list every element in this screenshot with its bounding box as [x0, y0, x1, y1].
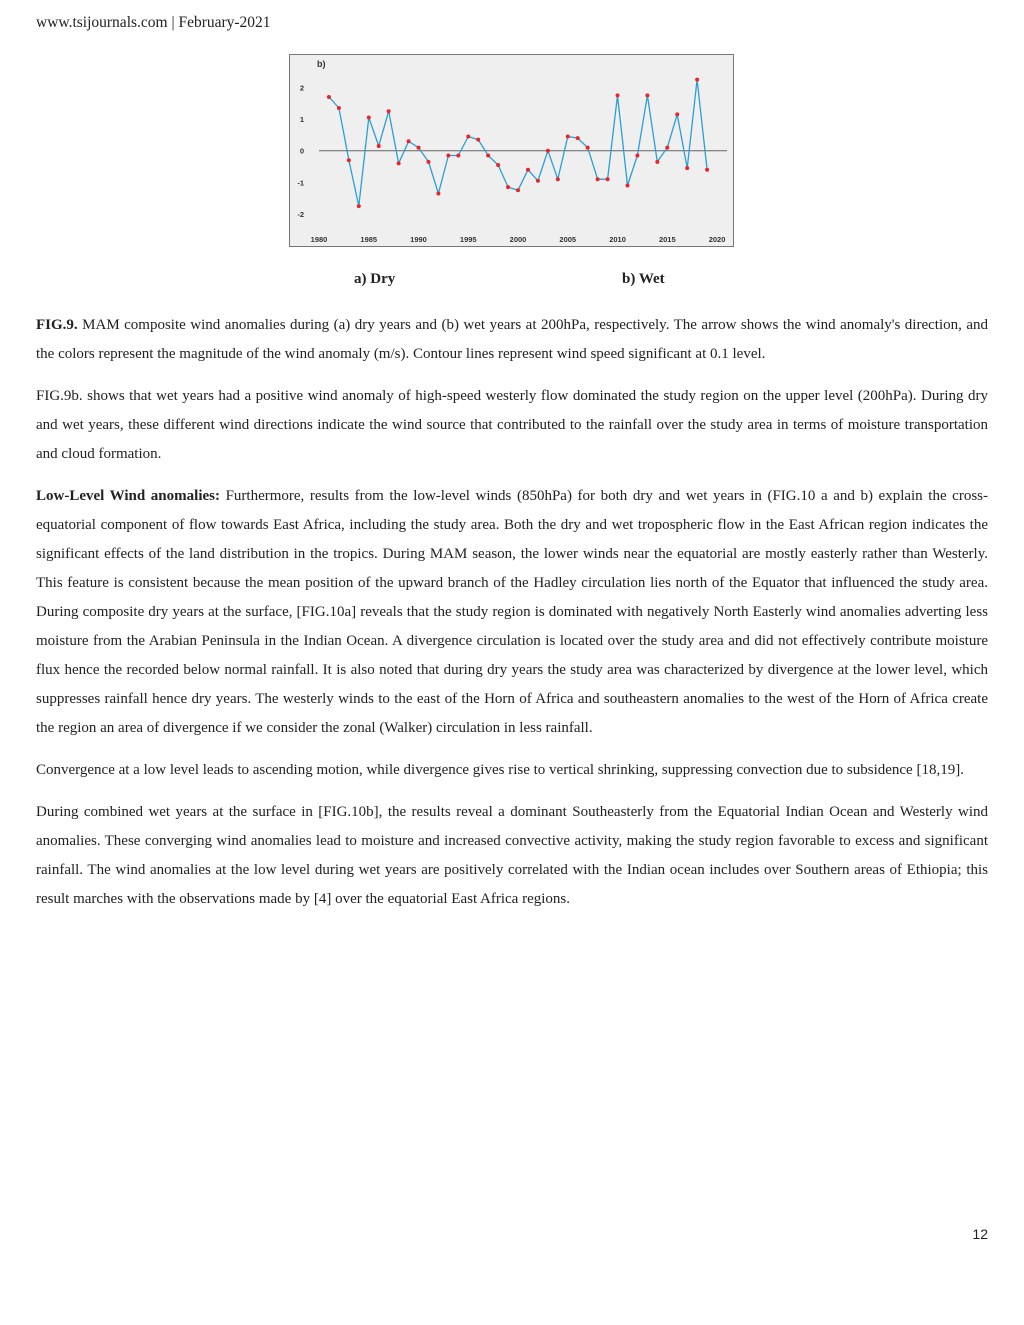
- x-tick-label: 2020: [708, 235, 726, 244]
- data-point: [596, 177, 600, 181]
- anomaly-chart: [289, 54, 734, 247]
- body-text: [36, 311, 988, 927]
- subfigure-label-dry: a) Dry: [354, 271, 396, 287]
- x-tick-label: 1990: [410, 235, 427, 244]
- data-point: [466, 135, 470, 139]
- x-tick-label: 2010: [609, 235, 626, 244]
- data-point: [397, 161, 401, 165]
- data-point: [665, 146, 669, 150]
- series-line: [329, 80, 707, 207]
- section-heading: Low-Level Wind anomalies:: [36, 488, 220, 504]
- data-point: [387, 109, 391, 113]
- data-point: [327, 95, 331, 99]
- data-point: [635, 153, 639, 157]
- data-point: [516, 188, 520, 192]
- x-tick-label: 1985: [360, 235, 378, 244]
- paragraph-2: [36, 482, 988, 743]
- data-point: [566, 135, 570, 139]
- subfigure-label-wet: b) Wet: [622, 271, 665, 287]
- x-tick-label: 2015: [658, 235, 676, 244]
- data-point: [616, 93, 620, 97]
- data-point: [377, 144, 381, 148]
- data-point: [436, 191, 440, 195]
- x-tick-label: 1980: [310, 235, 328, 244]
- data-point: [645, 93, 649, 97]
- data-point: [456, 153, 460, 157]
- data-point: [347, 158, 351, 162]
- data-point: [426, 160, 430, 164]
- data-point: [506, 185, 510, 189]
- y-tick-label: 0: [299, 146, 304, 156]
- anomaly-chart-svg: [290, 55, 733, 246]
- data-point: [586, 146, 590, 150]
- data-point: [446, 153, 450, 157]
- y-tick-label: -1: [297, 178, 304, 188]
- data-point: [685, 166, 689, 170]
- data-point: [486, 153, 490, 157]
- data-point: [546, 149, 550, 153]
- data-point: [367, 116, 371, 120]
- data-point: [655, 160, 659, 164]
- data-point: [476, 138, 480, 142]
- paragraph-4: During combined wet years at the surface in [FIG.10b], the results reveal a dominant Southeasterly from the Equatorial Indian Ocean and Westerly wind anomalies. These converging wind anomalies lead to moisture and increased convective activity, making the study region favorable to excess and significant rainfall. The wind anomalies at the low level during wet years are positively correlated with the Indian ocean includes over Southern areas of Ethiopia; this result marches with the observations made by [4] over the equatorial East Africa regions.: [36, 804, 988, 907]
- journal-header: www.tsijournals.com | February-2021: [36, 14, 271, 31]
- x-tick-label: 1995: [459, 235, 477, 244]
- data-point: [496, 163, 500, 167]
- paragraph-3: Convergence at a low level leads to ascending motion, while divergence gives rise to vertical shrinking, suppressing convection due to subsidence [18,19].: [36, 762, 964, 778]
- paragraph-1: FIG.9b. shows that wet years had a positive wind anomaly of high-speed westerly flow dominated the study region on the upper level (200hPa). During dry and wet years, these different wind directions indicate the wind source that contributed to the rainfall over the study area in terms of moisture transportation and cloud formation.: [36, 388, 988, 462]
- data-point: [705, 168, 709, 172]
- data-point: [357, 204, 361, 208]
- y-tick-label: -2: [297, 210, 304, 220]
- x-tick-label: 2000: [509, 235, 527, 244]
- data-point: [625, 184, 629, 188]
- data-point: [576, 136, 580, 140]
- data-point: [417, 146, 421, 150]
- data-point: [606, 177, 610, 181]
- data-point: [675, 112, 679, 116]
- caption-text: MAM composite wind anomalies during (a) dry years and (b) wet years at 200hPa, respectively. The arrow shows the wind anomaly's direction, and the colors represent the magnitude of the wind anomaly (m/s). Contour lines represent wind speed significant at 0.1 level.: [36, 317, 988, 362]
- paragraph-2-text: Furthermore, results from the low-level winds (850hPa) for both dry and wet years in (FIG.10 a and b) explain the cross-equatorial component of flow towards East Africa, including the study area. Both the dry and wet tropospheric flow in the East African region indicates the significant effects of the land distribution in the tropics. During MAM season, the lower winds near the equatorial are mostly easterly rather than Westerly. This feature is consistent because the mean position of the upward branch of the Hadley circulation lies north of the Equator that influenced the study area. During composite dry years at the surface, [FIG.10a] reveals that the study region is dominated with negatively North Easterly wind anomalies adverting less moisture from the Arabian Peninsula in the Indian Ocean. A divergence circulation is located over the study area and did not effectively contribute moisture flux hence the recorded below normal rainfall. It is also noted that during dry years the study area was characterized by divergence at the lower level, which suppresses rainfall hence dry years. The westerly winds to the east of the Horn of Africa and southeastern anomalies to the west of the Horn of Africa create the region an area of divergence if we consider the zonal (Walker) circulation in less rainfall.: [36, 488, 989, 736]
- data-point: [526, 168, 530, 172]
- y-tick-label: 2: [299, 83, 304, 93]
- x-tick-label: 2005: [559, 235, 577, 244]
- caption-prefix: FIG.9.: [36, 317, 78, 333]
- y-tick-label: 1: [299, 115, 304, 125]
- data-point: [556, 177, 560, 181]
- data-point: [536, 179, 540, 183]
- data-point: [337, 106, 341, 110]
- data-point: [407, 139, 411, 143]
- data-point: [695, 78, 699, 82]
- figure-caption: [36, 311, 988, 369]
- panel-label: b): [317, 59, 326, 69]
- page-number: 12: [972, 1226, 988, 1242]
